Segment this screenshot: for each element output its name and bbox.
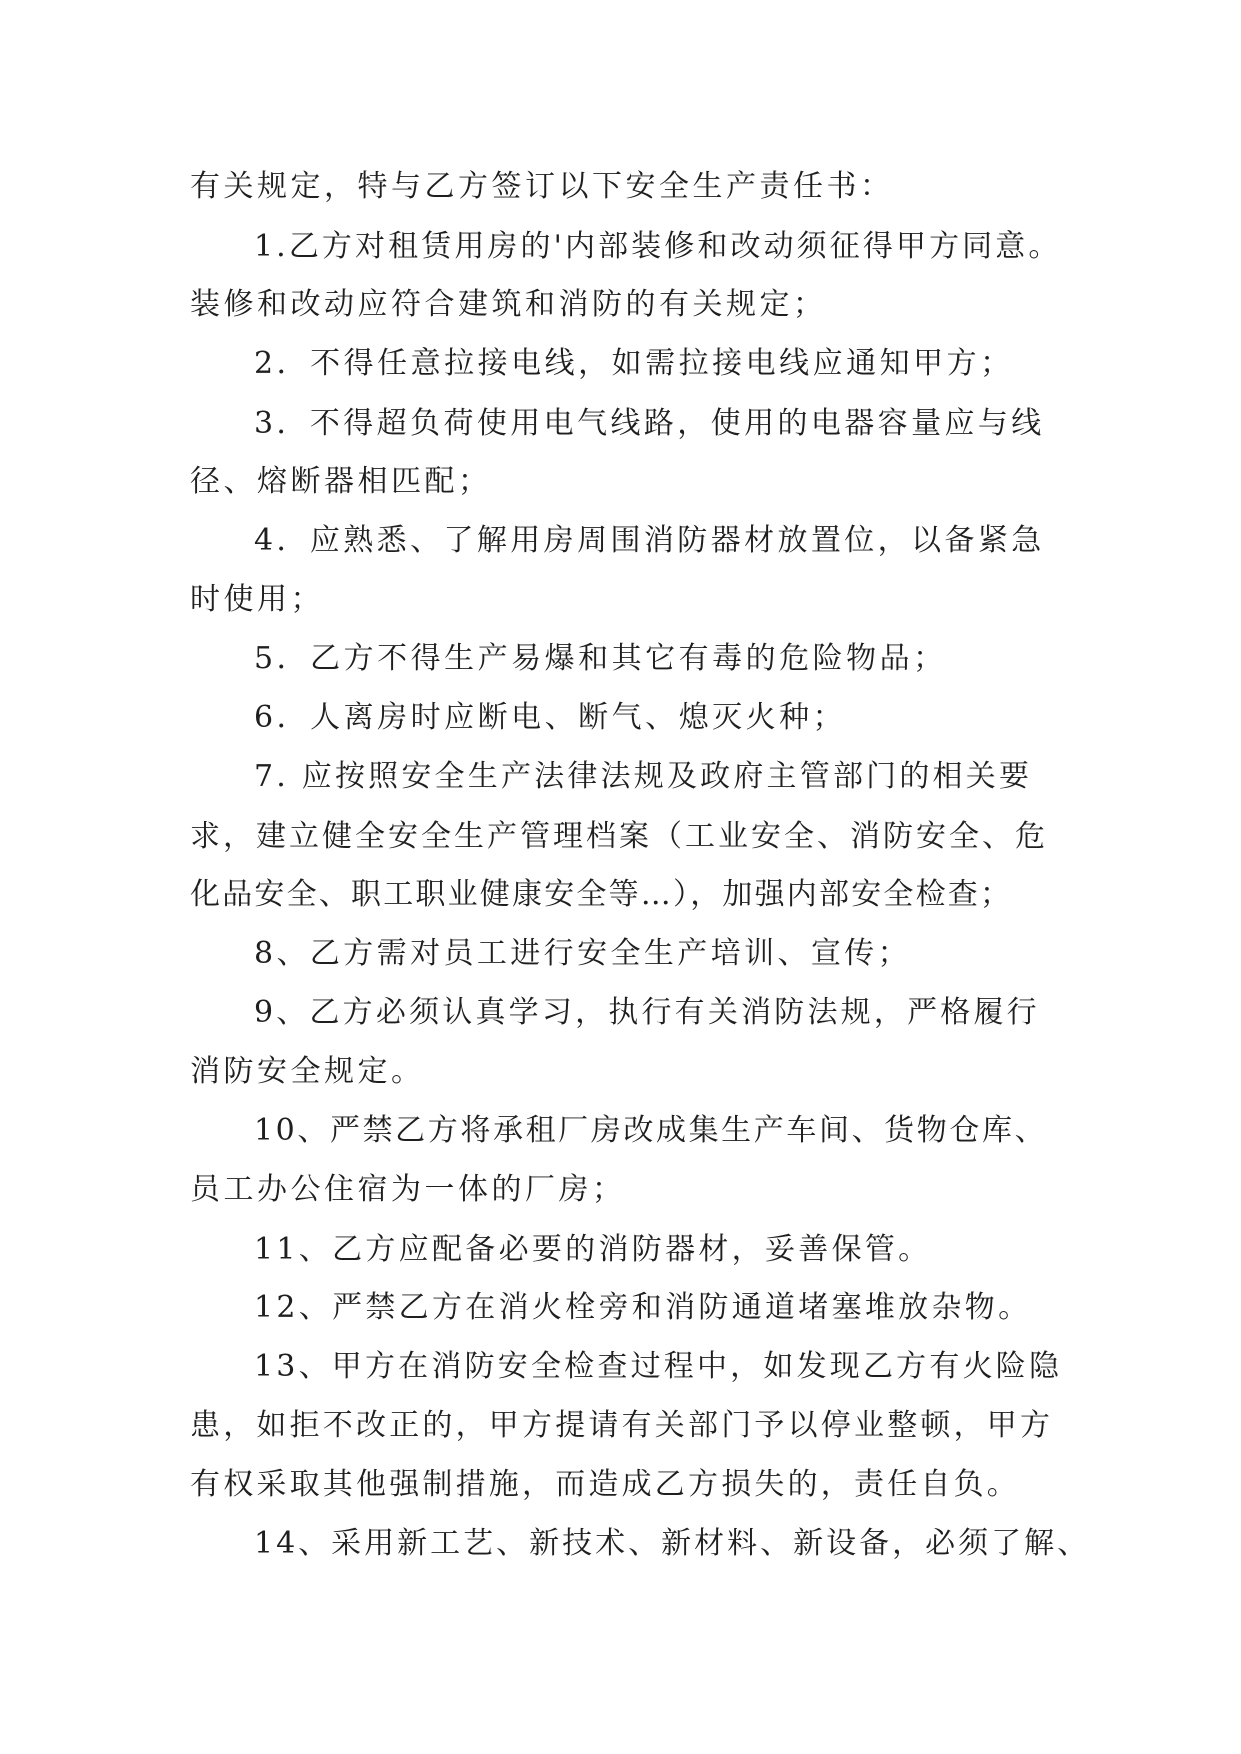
- text-line: 患，如拒不改正的，甲方提请有关部门予以停业整顿，甲方: [190, 1408, 1054, 1443]
- text-line: 13、甲方在消防安全检查过程中，如发现乙方有火险隐: [254, 1349, 1063, 1384]
- text-line: 10、严禁乙方将承租厂房改成集生产车间、货物仓库、: [254, 1113, 1048, 1148]
- text-line: 3．不得超负荷使用电气线路，使用的电器容量应与线: [254, 406, 1045, 441]
- text-line: 化品安全、职工职业健康安全等…），加强内部安全检查；: [190, 877, 1013, 912]
- text-line: 4．应熟悉、了解用房周围消防器材放置位，以备紧急: [254, 523, 1045, 558]
- text-line: 5．乙方不得生产易爆和其它有毒的危险物品；: [254, 641, 947, 676]
- text-line: 有权采取其他强制措施，而造成乙方损失的，责任自负。: [190, 1467, 1020, 1502]
- text-line: 时使用；: [190, 582, 324, 617]
- text-line: 2．不得任意拉接电线，如需拉接电线应通知甲方；: [254, 346, 1014, 381]
- text-line: 8、乙方需对员工进行安全生产培训、宣传；: [254, 936, 912, 971]
- text-line: 有关规定，特与乙方签订以下安全生产责任书：: [190, 169, 894, 204]
- text-line: 装修和改动应符合建筑和消防的有关规定；: [190, 287, 827, 322]
- text-line: 12、严禁乙方在消火栓旁和消防通道堵塞堆放杂物。: [254, 1290, 1032, 1325]
- text-line: 求，建立健全安全生产管理档案（工业安全、消防安全、危: [190, 819, 1048, 854]
- text-line: 11、乙方应配备必要的消防器材，妥善保管。: [254, 1232, 932, 1267]
- text-line: 7. 应按照安全生产法律法规及政府主管部门的相关要: [254, 759, 1033, 794]
- text-line: 径、熔断器相匹配；: [190, 464, 492, 499]
- text-line: 消防安全规定。: [190, 1054, 425, 1089]
- text-line: 9、乙方必须认真学习，执行有关消防法规，严格履行: [254, 995, 1040, 1030]
- text-line: 1.乙方对租赁用房的'内部装修和改动须征得甲方同意。: [254, 229, 1062, 264]
- text-line: 6．人离房时应断电、断气、熄灭火种；: [254, 700, 847, 735]
- text-line: 员工办公住宿为一体的厂房；: [190, 1172, 626, 1207]
- text-line: 14、采用新工艺、新技术、新材料、新设备，必须了解、: [254, 1526, 1091, 1561]
